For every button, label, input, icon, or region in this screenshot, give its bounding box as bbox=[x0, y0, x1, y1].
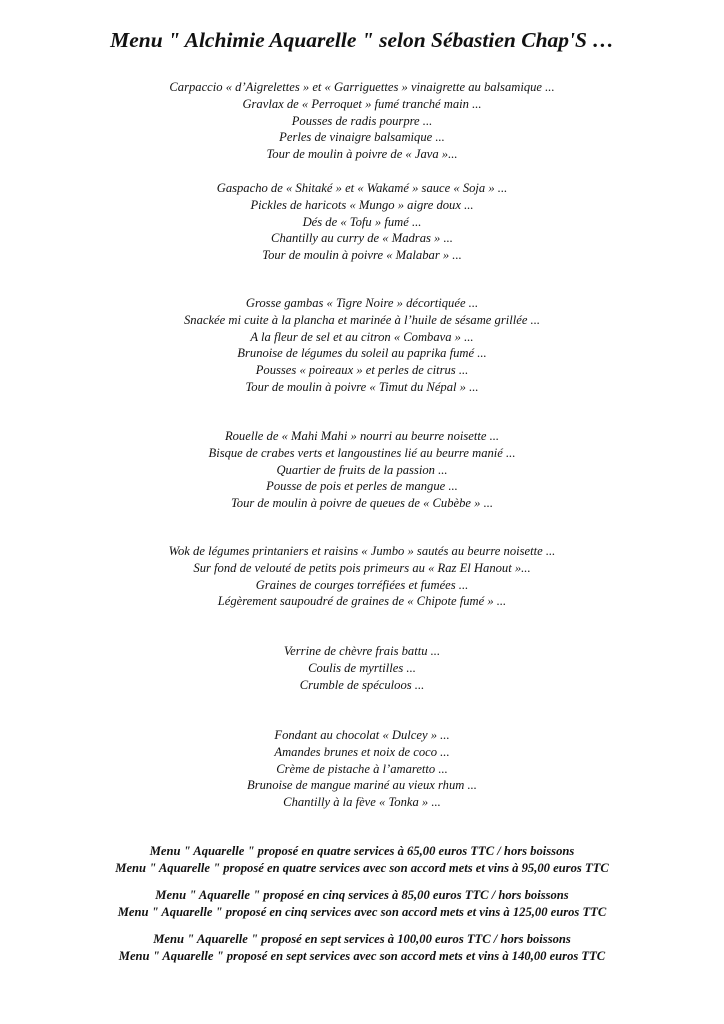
course-line: Pousses de radis pourpre ... bbox=[291, 113, 433, 128]
course-line: Chantilly à la fève « Tonka » ... bbox=[283, 795, 441, 810]
course-7 bbox=[0, 727, 724, 811]
course-line: Fondant au chocolat « Dulcey » ... bbox=[274, 728, 450, 742]
course-line: Bisque de crabes verts et langoustines lié au beurre manié ... bbox=[208, 445, 516, 460]
course-line: Rouelle de « Mahi Mahi » nourri au beurre noisette ... bbox=[224, 429, 500, 443]
course-line: Gaspacho de « Shitaké » et « Wakamé » sauce « Soja » ... bbox=[216, 181, 508, 195]
course-line: Amandes brunes et noix de coco ... bbox=[274, 744, 450, 759]
price-line: Menu " Aquarelle " proposé en cinq services avec son accord mets et vins à 125,00 euros TTC bbox=[117, 905, 607, 919]
course-line: Gravlax de « Perroquet » fumé tranché main ... bbox=[242, 96, 482, 111]
course-line: Carpaccio « d’Aigrelettes » et « Garriguettes » vinaigrette au balsamique ... bbox=[169, 80, 555, 94]
course-5 bbox=[0, 543, 724, 610]
price-line: Menu " Aquarelle " proposé en sept services avec son accord mets et vins à 140,00 euros TTC bbox=[118, 949, 606, 963]
price-block-seven-services bbox=[0, 931, 724, 965]
menu-title: Menu " Alchimie Aquarelle " selon Sébastien Chap'S … bbox=[110, 28, 614, 52]
course-line: Verrine de chèvre frais battu ... bbox=[283, 644, 441, 658]
price-line: Menu " Aquarelle " proposé en quatre services à 65,00 euros TTC / hors boissons bbox=[149, 844, 575, 858]
course-line: Tour de moulin à poivre « Timut du Népal » ... bbox=[245, 379, 479, 394]
course-2 bbox=[0, 180, 724, 264]
course-3 bbox=[0, 295, 724, 396]
course-line: Brunoise de légumes du soleil au paprika fumé ... bbox=[237, 346, 487, 361]
course-line: Sur fond de velouté de petits pois primeurs au « Raz El Hanout »... bbox=[193, 560, 531, 575]
price-line: Menu " Aquarelle " proposé en cinq services à 85,00 euros TTC / hors boissons bbox=[155, 888, 569, 902]
course-line: Wok de légumes printaniers et raisins « Jumbo » sautés au beurre noisette ... bbox=[168, 544, 556, 558]
course-line: Coulis de myrtilles ... bbox=[308, 660, 416, 675]
course-line: Chantilly au curry de « Madras » ... bbox=[271, 231, 453, 246]
course-line: Pickles de haricots « Mungo » aigre doux ... bbox=[250, 197, 474, 212]
course-line: Pousse de pois et perles de mangue ... bbox=[266, 479, 458, 494]
course-line: Crumble de spéculoos ... bbox=[299, 677, 425, 692]
price-block-five-services bbox=[0, 887, 724, 921]
course-line: Tour de moulin à poivre de queues de « Cubèbe » ... bbox=[230, 496, 494, 511]
course-line: Tour de moulin à poivre de « Java »... bbox=[266, 147, 458, 162]
course-4 bbox=[0, 428, 724, 512]
course-line: Grosse gambas « Tigre Noire » décortiquée ... bbox=[245, 296, 479, 310]
course-line: Snackée mi cuite à la plancha et marinée à l’huile de sésame grillée ... bbox=[183, 312, 541, 327]
price-block-four-services bbox=[0, 843, 724, 877]
course-line: Perles de vinaigre balsamique ... bbox=[279, 130, 445, 145]
course-1 bbox=[0, 79, 724, 163]
course-line: Tour de moulin à poivre « Malabar » ... bbox=[262, 248, 462, 263]
price-line: Menu " Aquarelle " proposé en quatre services avec son accord mets et vins à 95,00 euros TTC bbox=[115, 861, 609, 875]
course-line: A la fleur de sel et au citron « Combava » ... bbox=[250, 329, 474, 344]
price-list bbox=[0, 843, 724, 975]
course-line: Quartier de fruits de la passion ... bbox=[276, 462, 448, 477]
course-line: Graines de courges torréfiées et fumées ... bbox=[255, 577, 469, 592]
course-line: Pousses « poireaux » et perles de citrus ... bbox=[255, 363, 469, 378]
course-line: Légèrement saupoudré de graines de « Chipote fumé » ... bbox=[217, 594, 507, 609]
course-line: Dés de « Tofu » fumé ... bbox=[302, 214, 422, 229]
price-line: Menu " Aquarelle " proposé en sept services à 100,00 euros TTC / hors boissons bbox=[153, 932, 571, 946]
course-line: Crème de pistache à l’amaretto ... bbox=[276, 761, 448, 776]
course-line: Brunoise de mangue mariné au vieux rhum ... bbox=[247, 778, 477, 793]
course-6 bbox=[0, 643, 724, 693]
